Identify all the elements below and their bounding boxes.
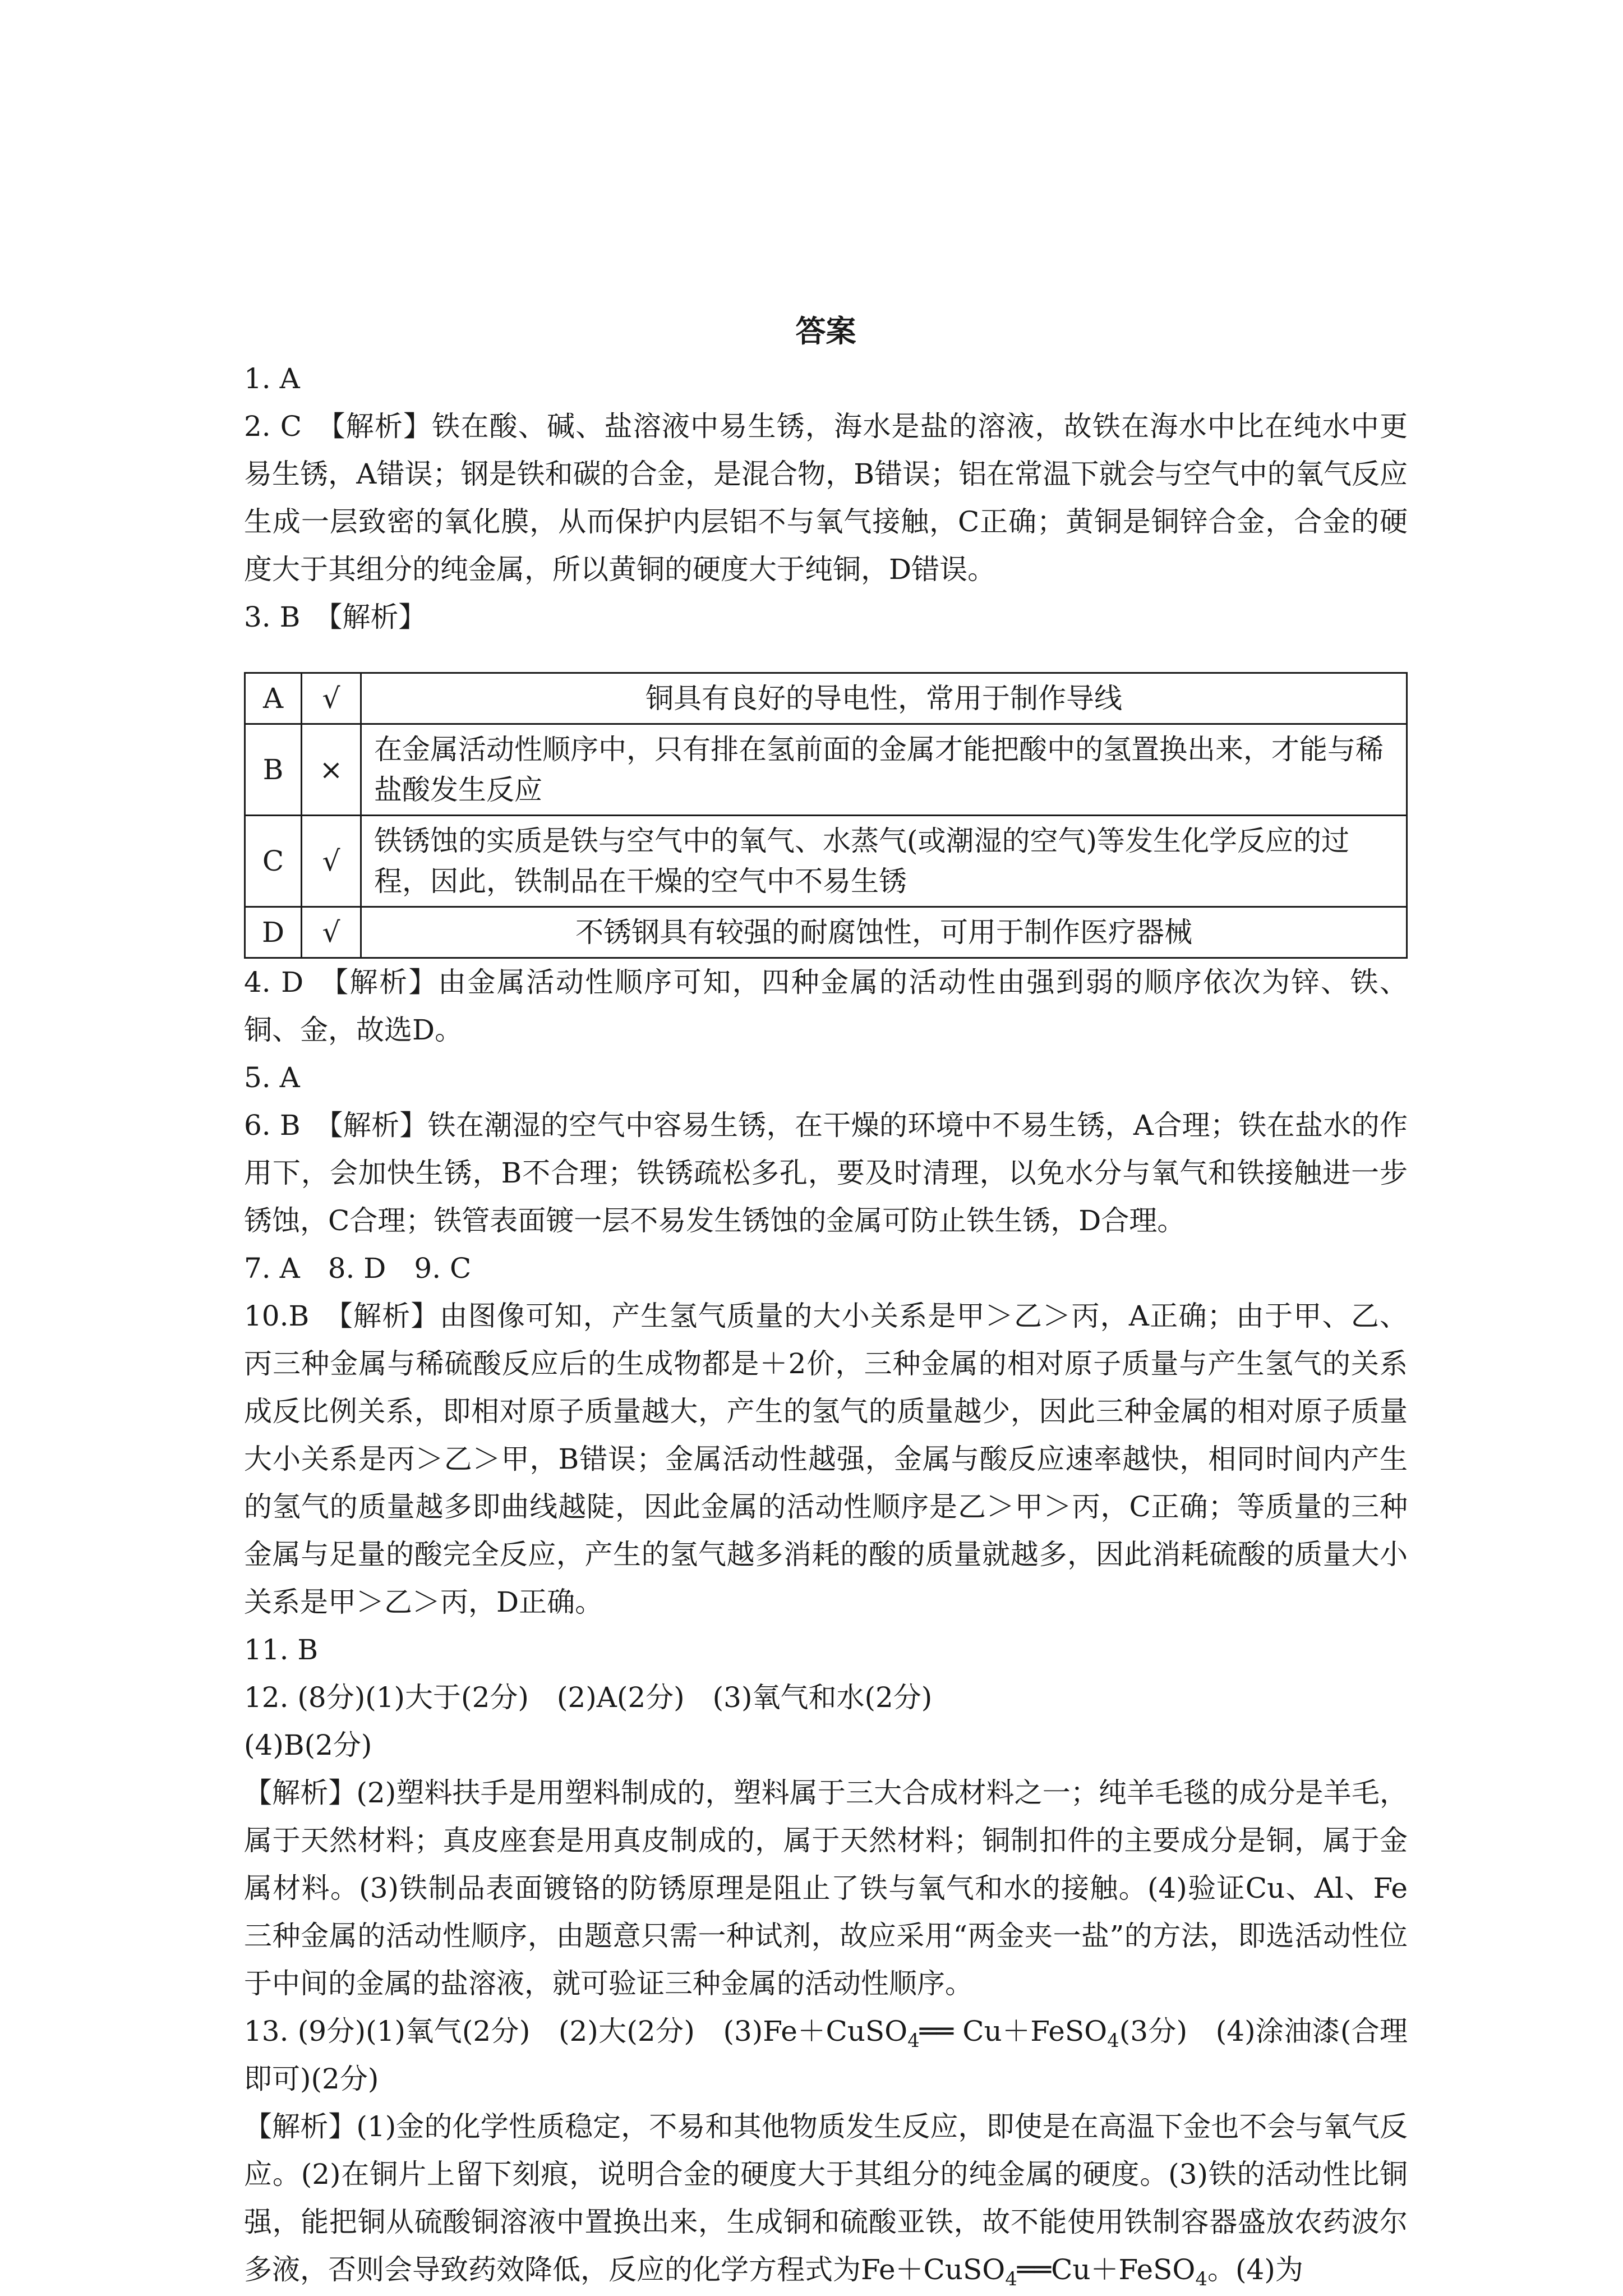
answer-13-analysis-mid: ══Cu＋FeSO <box>1017 2253 1196 2286</box>
option-cell: A <box>245 673 302 724</box>
answer-6: 6. B 【解析】铁在潮湿的空气中容易生锈，在干燥的环境中不易生锈，A合理；铁在盐水的作用下，会加快生锈，B不合理；铁锈疏松多孔，要及时清理，以免水分与氧气和铁接触进一步锈蚀，C合理；铁管表面镀一层不易发生锈蚀的金属可防止铁生锈，D合理。 <box>244 1109 1408 1237</box>
answer-13 <box>244 2008 1408 2103</box>
mark-cell: √ <box>302 673 361 724</box>
answer-1: 1. A <box>244 362 300 395</box>
mark-cell: √ <box>302 816 361 907</box>
answer-13-analysis <box>244 2103 1408 2294</box>
mark-cell: × <box>302 724 361 816</box>
answer-3: 3. B 【解析】 <box>244 601 427 633</box>
answer-11: 11. B <box>244 1634 319 1666</box>
table-row <box>245 816 1407 907</box>
subscript: 4 <box>1195 2268 1207 2290</box>
answer-2: 2. C 【解析】铁在酸、碱、盐溶液中易生锈，海水是盐的溶液，故铁在海水中比在纯水中更易生锈，A错误；钢是铁和碳的合金，是混合物，B错误；铝在常温下就会与空气中的氧气反应生成一层致密的氧化膜，从而保护内层铝不与氧气接触，C正确；黄铜是铜锌合金，合金的硬度大于其组分的纯金属，所以黄铜的硬度大于纯铜，D错误。 <box>244 410 1408 586</box>
answer-7-9: 7. A 8. D 9. C <box>244 1252 472 1285</box>
option-cell: D <box>245 907 302 958</box>
explanation-cell: 不锈钢具有较强的耐腐蚀性，可用于制作医疗器械 <box>361 907 1407 958</box>
explanation-cell: 在金属活动性顺序中，只有排在氢前面的金属才能把酸中的氢置换出来，才能与稀盐酸发生反应 <box>361 724 1407 816</box>
answer-10: 10.B 【解析】由图像可知，产生氢气质量的大小关系是甲＞乙＞丙，A正确；由于甲、乙、丙三种金属与稀硫酸反应后的生成物都是＋2价，三种金属的相对原子质量与产生氢气的关系成反比例关系，即相对原子质量越大，产生的氢气的质量越少，因此三种金属的相对原子质量大小关系是丙＞乙＞甲，B错误；金属活动性越强，金属与酸反应速率越快，相同时间内产生的氢气的质量越多即曲线越陡，因此金属的活动性顺序是乙＞甲＞丙，C正确；等质量的三种金属与足量的酸完全反应，产生的氢气越多消耗的酸的质量就越多，因此消耗硫酸的质量大小关系是甲＞乙＞丙，D正确。 <box>244 1300 1408 1618</box>
answer-12-part4: (4)B(2分) <box>244 1729 372 1761</box>
answer-4: 4. D 【解析】由金属活动性顺序可知，四种金属的活动性由强到弱的顺序依次为锌、铁、铜、金，故选D。 <box>244 966 1408 1046</box>
explanation-cell: 铁锈蚀的实质是铁与空气中的氧气、水蒸气(或潮湿的空气)等发生化学反应的过程，因此，铁制品在干燥的空气中不易生锈 <box>361 816 1407 907</box>
option-cell: C <box>245 816 302 907</box>
answer-13-analysis-text: 【解析】(1)金的化学性质稳定，不易和其他物质发生反应，即使是在高温下金也不会与氧气反应。(2)在铜片上留下刻痕，说明合金的硬度大于其组分的纯金属的硬度。(3)铁的活动性比铜强，能把铜从硫酸铜溶液中置换出来，生成铜和硫酸亚铁，故不能使用铁制容器盛放农药波尔多液，否则会导致药效降低，反应的化学方程式为Fe＋CuSO <box>244 2110 1408 2286</box>
answer-13-prefix: 13. (9分)(1)氧气(2分) (2)大(2分) (3)Fe＋CuSO <box>244 2015 908 2047</box>
mark-cell: √ <box>302 907 361 958</box>
table-row <box>245 673 1407 724</box>
page-title: 答案 <box>795 313 856 349</box>
explanation-cell: 铜具有良好的导电性，常用于制作导线 <box>361 673 1407 724</box>
answer-13-analysis-suffix: 。(4)为 <box>1207 2253 1303 2286</box>
answer-5: 5. A <box>244 1061 300 1094</box>
analysis-table <box>244 672 1408 959</box>
subscript: 4 <box>1005 2268 1017 2290</box>
subscript: 4 <box>907 2030 920 2052</box>
answer-13-suffix: (3分) (4)涂油漆(合理即可)(2分) <box>244 2015 1408 2095</box>
option-cell: B <box>245 724 302 816</box>
subscript: 4 <box>1107 2030 1119 2052</box>
table-row <box>245 907 1407 958</box>
answer-12: 12. (8分)(1)大于(2分) (2)A(2分) (3)氧气和水(2分) <box>244 1681 933 1714</box>
answer-12-analysis: 【解析】(2)塑料扶手是用塑料制成的，塑料属于三大合成材料之一；纯羊毛毯的成分是羊毛，属于天然材料；真皮座套是用真皮制成的，属于天然材料；铜制扣件的主要成分是铜，属于金属材料。(3)铁制品表面镀铬的防锈原理是阻止了铁与氧气和水的接触。(4)验证Cu、Al、Fe三种金属的活动性顺序，由题意只需一种试剂，故应采用“两金夹一盐”的方法，即选活动性位于中间的金属的盐溶液，就可验证三种金属的活动性顺序。 <box>244 1777 1408 2000</box>
answer-13-mid: ══ Cu＋FeSO <box>919 2015 1108 2047</box>
answer-page <box>244 307 1408 2294</box>
table-row <box>245 724 1407 816</box>
